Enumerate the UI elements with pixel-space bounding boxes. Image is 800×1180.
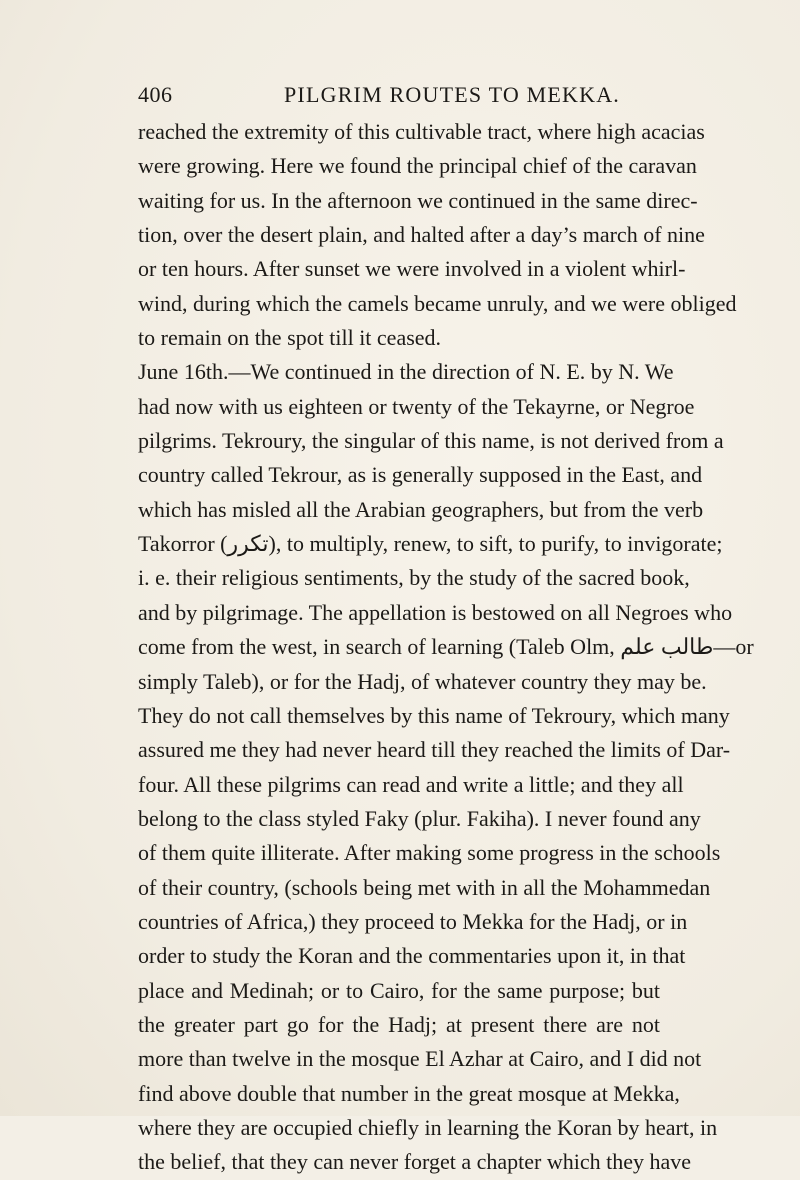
running-head: PILGRIM ROUTES TO MEKKA. — [284, 82, 621, 107]
text-line: belong to the class styled Faky (plur. Fakiha). I never found any — [138, 805, 701, 831]
page-number: 406 — [138, 82, 173, 107]
text-line: pilgrims. Tekroury, the singular of this name, is not derived from a — [138, 428, 724, 454]
text-line: were growing. Here we found the principal chief of the caravan — [138, 153, 697, 179]
text-line: Takorror (تكرر), to multiply, renew, to sift, to purify, to invigorate; — [138, 531, 723, 557]
text-line: country called Tekrour, as is generally supposed in the East, and — [138, 462, 703, 488]
text-line: of their country, (schools being met with in all the Mohammedan — [138, 874, 711, 900]
text-line: wind, during which the camels became unruly, and we were obliged — [138, 290, 737, 316]
text-line: assured me they had never heard till they reached the limits of Dar- — [138, 737, 731, 763]
page-header — [138, 82, 658, 112]
text-line: place and Medinah; or to Cairo, for the same purpose; but — [138, 977, 660, 1003]
text-line: where they are occupied chiefly in learning the Koran by heart, in — [138, 1114, 718, 1140]
text-line: reached the extremity of this cultivable tract, where high acacias — [138, 119, 705, 144]
text-line: simply Taleb), or for the Hadj, of whatever country they may be. — [138, 668, 707, 694]
text-line: the greater part go for the Hadj; at present there are not — [138, 1011, 660, 1037]
text-line: had now with us eighteen or twenty of the Tekayrne, or Negroe — [138, 393, 695, 419]
text-line: more than twelve in the mosque El Azhar at Cairo, and I did not — [138, 1046, 702, 1072]
text-line: waiting for us. In the afternoon we continued in the same direc- — [138, 187, 698, 213]
text-line: i. e. their religious sentiments, by the study of the sacred book, — [138, 565, 690, 591]
text-line: the belief, that they can never forget a chapter which they have — [138, 1149, 692, 1175]
text-line: which has misled all the Arabian geographers, but from the verb — [138, 496, 704, 522]
text-line: or ten hours. After sunset we were involved in a violent whirl- — [138, 256, 686, 282]
text-line: countries of Africa,) they proceed to Mekka for the Hadj, or in — [138, 908, 688, 934]
text-line: and by pilgrimage. The appellation is bestowed on all Negroes who — [138, 599, 733, 625]
body-text — [138, 115, 754, 1180]
text-line: find above double that number in the great mosque at Mekka, — [138, 1080, 680, 1106]
text-line: come from the west, in search of learning (Taleb Olm, طالب علم—or — [138, 634, 754, 660]
text-line: June 16th.—We continued in the direction of N. E. by N. We — [138, 359, 674, 385]
text-line: four. All these pilgrims can read and write a little; and they all — [138, 771, 684, 797]
text-line: They do not call themselves by this name of Tekroury, which many — [138, 702, 730, 728]
text-line: order to study the Koran and the commentaries upon it, in that — [138, 943, 686, 969]
text-line: tion, over the desert plain, and halted after a day’s march of nine — [138, 222, 705, 248]
text-line: of them quite illiterate. After making some progress in the schools — [138, 840, 721, 866]
text-line: to remain on the spot till it ceased. — [138, 325, 442, 351]
